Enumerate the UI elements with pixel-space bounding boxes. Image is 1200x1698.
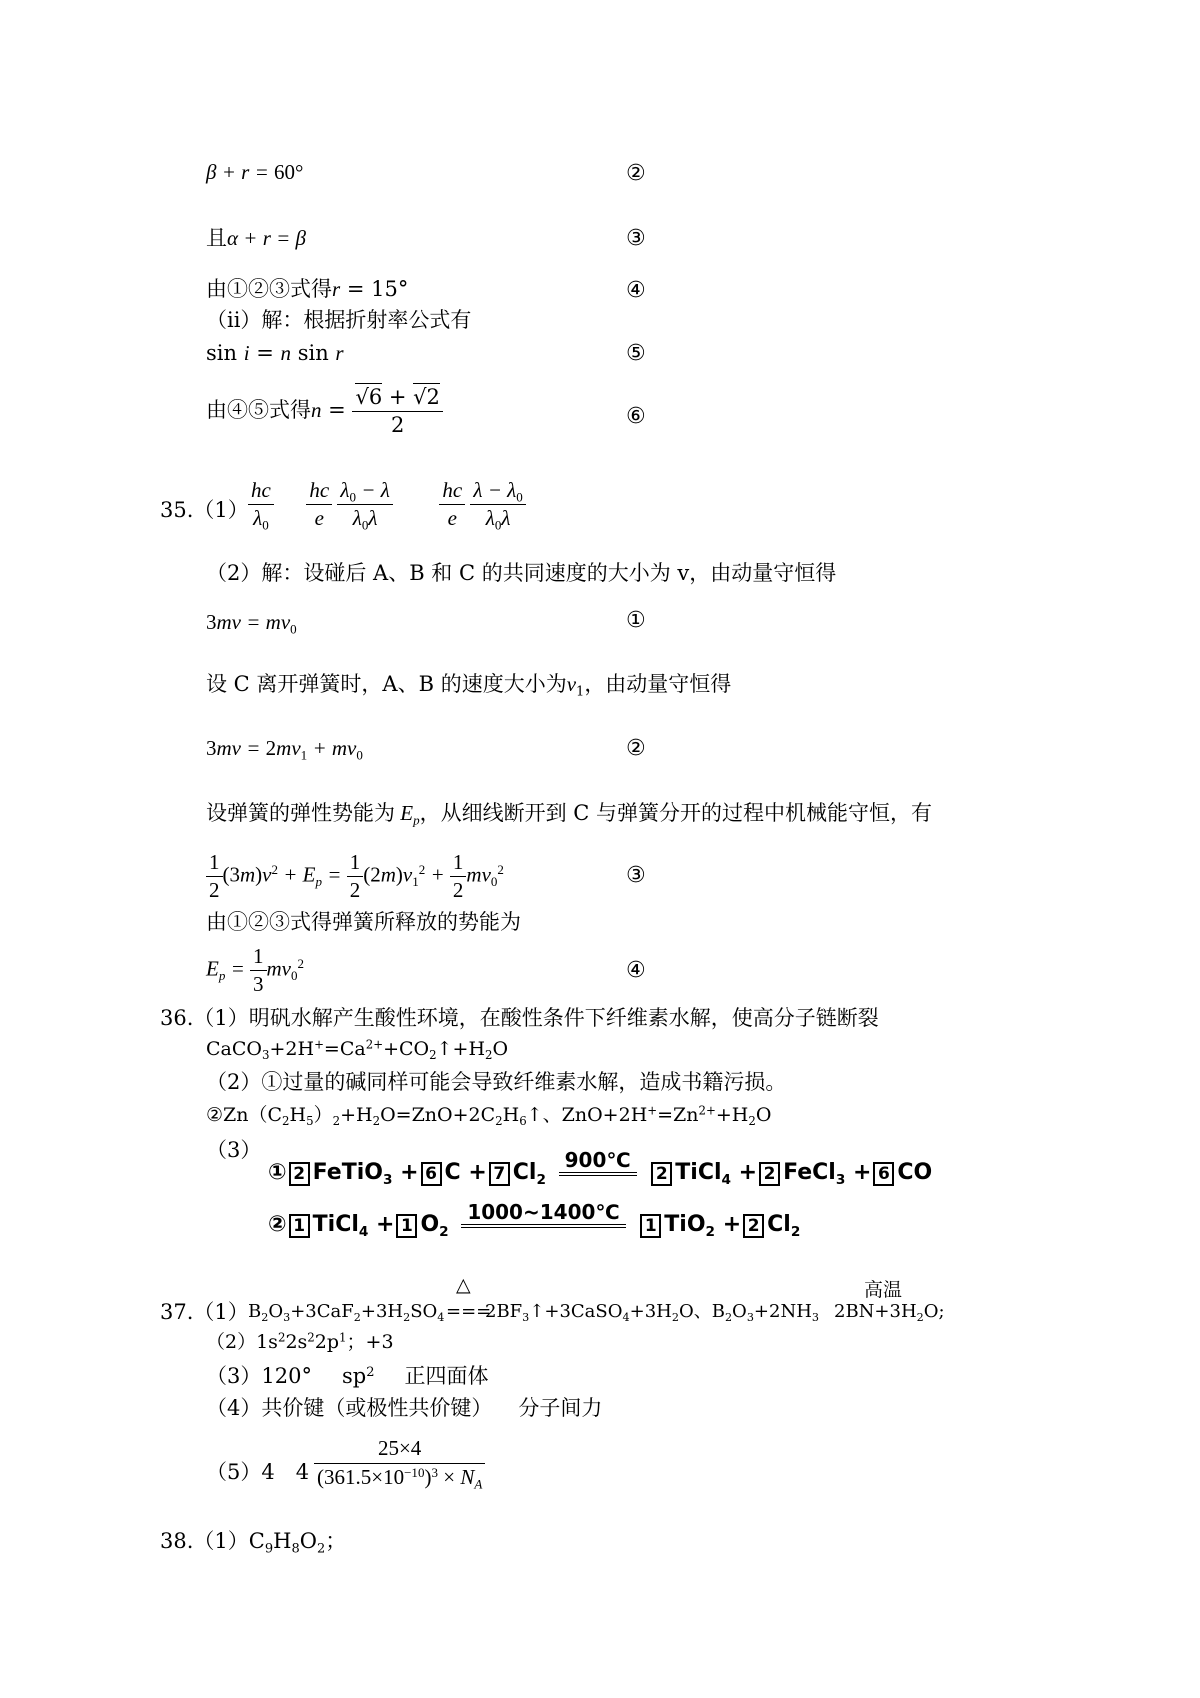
- q35-label: 35.（1）: [160, 498, 249, 522]
- q35-ep-text: 设弹簧的弹性势能为 $E_p$，从细线断开到 C 与弹簧分开的过程中机械能守恒，有: [206, 801, 933, 828]
- eq-snell: sin i = n sin r: [206, 341, 344, 365]
- q35-eq-number-3: ③: [626, 863, 646, 888]
- eq-r-value: 由①②③式得r = 15°: [206, 277, 409, 301]
- q37-line5-label: （5）4 4: [206, 1460, 310, 1484]
- q37-equation-b: $2BN+3H_2O$;: [834, 1301, 945, 1324]
- q35-part2-intro: （2）解：设碰后 A、B 和 C 的共同速度的大小为 v，由动量守恒得: [206, 561, 837, 585]
- q37-arrow-a: ===: [446, 1301, 492, 1322]
- q36-caco3-equation: $CaCO_3+2H^+=Ca^{2+}+CO_2↑+H_2O$: [206, 1037, 509, 1063]
- q36-reaction-2: ② 1 TiCl$_4$ + 1 $O_2$ 1000~1400℃ 1 TiO$_2$ + 2 $Cl_2$: [268, 1200, 801, 1240]
- q37-equation-a2: $2BF_3↑+3CaSO_4+3H_2O$、$B_2O_3+2NH_3$: [485, 1301, 820, 1324]
- q37-line2: $(2)1s^22s^22p^1$；+3: [206, 1330, 394, 1353]
- eq-n-result: 由④⑤式得n = $\frac{√6 + √2}{2}$: [206, 387, 443, 436]
- q35-eq4: $E_p$ = $\frac{1}{3}$ $mv_0^2$: [206, 944, 305, 996]
- q35-eq2: $3mv = 2mv_1 + mv_0$: [206, 736, 363, 763]
- eq-beta-r: β + r = 60°: [206, 160, 304, 184]
- q35-eq-number-1: ①: [626, 608, 646, 633]
- q36-reaction-1: ① 2 FeTiO$_3$ + 6 C + 7 $Cl_2$ 900℃ 2 TiCl$_4$ + 2 FeCl$_3$ + 6 CO: [268, 1148, 933, 1188]
- eq-number-6: ⑥: [626, 404, 646, 429]
- q37-line4: （4）共价键（或极性共价键） 分子间力: [206, 1396, 603, 1420]
- q37-density-fraction: $\frac{25\times 4}{(361.5\times 10^{-10})^3 \times N_A}$: [314, 1438, 485, 1488]
- q35-eq1: $3mv = mv_0$: [206, 610, 297, 637]
- eq-alpha-r: 且α + r = β: [206, 226, 306, 250]
- q35-eq-number-4: ④: [626, 958, 646, 983]
- q37-label: 37.（1）: [160, 1300, 249, 1324]
- q37-high-temp-mark: 高温: [864, 1279, 903, 1301]
- eq-number-5: ⑤: [626, 341, 646, 366]
- eq-number-3: ③: [626, 226, 646, 251]
- q36-part3-label: （3）: [206, 1138, 262, 1162]
- q35-eq3: $\frac{1}{2}$ $(3m)v^2 + E_p$ = $\frac{1}{2}$ $(2m)v_1^2$ + $\frac{1}{2}$ $mv_0^2$: [206, 852, 504, 901]
- q35-c-leave-text: 设 C 离开弹簧时，A、B 的速度大小为$v_1$，由动量守恒得: [206, 672, 732, 700]
- eq-number-4: ④: [626, 278, 646, 303]
- eq-number-2: ②: [626, 161, 646, 186]
- q36-line1: 36.（1）明矾水解产生酸性环境，在酸性条件下纤维素水解，使高分子链断裂: [160, 1006, 879, 1030]
- q36-line3: （2）①过量的碱同样可能会导致纤维素水解，造成书籍污损。: [206, 1070, 787, 1094]
- q38-line1: $38.(1)C_9H_8O_2$；: [160, 1529, 347, 1557]
- q35-release-text: 由①②③式得弹簧所释放的势能为: [206, 910, 521, 934]
- q35-eq-number-2: ②: [626, 736, 646, 761]
- q35-fraction-group: $\frac{hc}{\lambda_0}$ $\frac{hc}{e}$ $\frac{\lambda_0 - \lambda}{\lambda_0\lambda}$ $\frac{hc}{e}$ $\frac{\lambda - \lambda_0}{\lambda_0\lambda}$: [248, 480, 526, 529]
- q37-equation-a: $B_2O_3+3CaF_2+3H_2SO_4$: [248, 1301, 445, 1324]
- q37-line3: （3）120° $sp^2$ 正四面体: [206, 1364, 489, 1388]
- q37-delta-mark: △: [456, 1274, 471, 1296]
- q36-zn-equation: $②Zn(C_2H_5)_2+H_2O=ZnO+2C_2H_6↑$、$ZnO+2H^+=Zn^{2+}+H_2O$: [206, 1103, 772, 1129]
- part-ii-heading: （ii）解：根据折射率公式有: [206, 308, 472, 332]
